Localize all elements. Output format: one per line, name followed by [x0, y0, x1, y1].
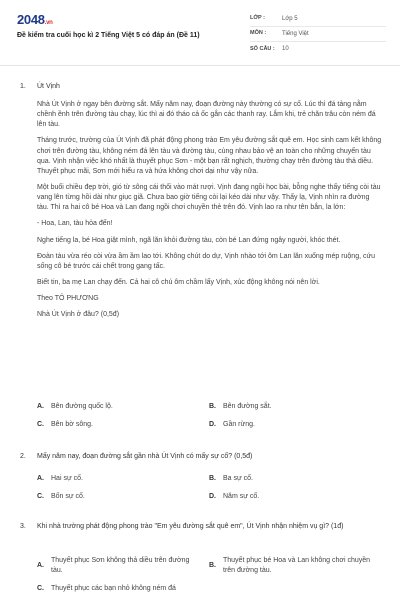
- meta-row-class: [250, 12, 386, 27]
- passage-paragraph: Đoàn tàu vừa réo còi vừa ầm ầm lao tới. Không chút do dự, Vịnh nhào tới ôm Lan lăn xuống mép ruộng, cứu sống cô bé trước cái chết trong gang tấc.: [37, 252, 376, 270]
- option-text: Thuyết phục Sơn không thả diều trên đường tàu.: [51, 557, 190, 575]
- option-c[interactable]: [37, 584, 209, 594]
- option-letter: A.: [37, 403, 44, 410]
- question-2-options: [37, 474, 382, 510]
- option-text: Bên đường sắt.: [223, 403, 272, 410]
- meta-row-subject: [250, 27, 386, 42]
- option-row: [37, 474, 382, 484]
- question-1: [20, 82, 382, 92]
- option-letter: C.: [37, 421, 44, 429]
- site-logo[interactable]: [17, 11, 53, 30]
- logo-tld: .vn: [44, 20, 53, 26]
- question-prompt: Nhà Út Vịnh ở đâu? (0,5đ): [37, 311, 120, 319]
- option-letter: D.: [209, 421, 216, 429]
- reading-passage: [37, 100, 382, 326]
- passage-source: Theo TÔ PHƯƠNG: [37, 295, 99, 303]
- question-title: Mấy năm nay, đoạn đường sắt gần nhà Út Vịnh có mấy sự cố? (0,5đ): [37, 453, 253, 460]
- option-text: Thuyết phục các bạn nhỏ không ném đá: [51, 585, 176, 593]
- option-text: Năm sự cố.: [223, 493, 260, 501]
- option-text: Bên đường quốc lộ.: [51, 403, 113, 410]
- option-a[interactable]: [37, 402, 209, 412]
- option-letter: A.: [37, 562, 44, 569]
- meta-label: SỐ CÂU :: [250, 45, 275, 52]
- question-number: 1.: [20, 83, 26, 90]
- question-header: [20, 82, 382, 92]
- option-row: [37, 584, 382, 594]
- option-row: [37, 402, 382, 412]
- option-d[interactable]: [209, 492, 381, 502]
- passage-paragraph: - Hoa, Lan, tàu hỏa đến!: [37, 220, 113, 228]
- option-text: Thuyết phục bé Hoa và Lan không chơi chuyền trên đường tàu.: [223, 557, 371, 575]
- option-letter: B.: [209, 403, 216, 410]
- option-c[interactable]: [37, 492, 209, 502]
- logo-text: 2048: [17, 12, 45, 27]
- option-a[interactable]: [37, 474, 209, 484]
- option-letter: D.: [209, 493, 216, 501]
- option-row: [37, 420, 382, 430]
- passage-paragraph: Tháng trước, trường của Út Vịnh đã phát động phong trào Em yêu đường sắt quê em. Học sinh cam kết không chơi trên đường tàu, không ném đá lên tàu và đường tàu, cùng nhau bảo vệ an toàn cho những chuyến tàu qua. Vịnh nhận việc khó nhất là thuyết phục Sơn - một bạn rất nghịch, thường chạy trên đường tàu thả diều. Thuyết phục mãi, Sơn mới hiểu ra và hứa không chơi dại như vậy nữa.: [37, 137, 382, 175]
- option-row: [37, 556, 382, 576]
- option-letter: A.: [37, 475, 44, 482]
- question-header: [20, 522, 382, 532]
- option-b[interactable]: [209, 474, 381, 484]
- meta-row-count: [250, 42, 386, 57]
- option-text: Gần rừng.: [223, 421, 255, 429]
- option-b[interactable]: [209, 556, 381, 576]
- passage-paragraph: Nhà Út Vịnh ở ngay bên đường sắt. Mấy năm nay, đoạn đường này thường có sự cố. Lúc thì đá tảng nằm chềnh ềnh trên đường tàu chạy, lúc thì ai đó tháo cả ốc gắn các thanh ray. Lắm khi, trẻ chăn trâu còn ném đá lên tàu.: [37, 101, 376, 129]
- question-3: [20, 522, 382, 532]
- passage-paragraph: Một buổi chiều đẹp trời, gió từ sông cái thổi vào mát rượi. Vịnh đang ngồi học bài, bỗng nghe thấy tiếng còi tàu vang lên từng hồi dài như giục giã. Chưa bao giờ tiếng còi lại kéo dài như vậy. Thấy lạ, Vịnh nhìn ra đường tàu. Thì ra hai cô bé Hoa và Lan đang ngồi chơi chuyền thẻ trên đó. Vịnh lao ra như tên bắn, la lớn:: [37, 183, 381, 212]
- question-1-options: [37, 402, 382, 438]
- option-text: Ba sự cố.: [223, 475, 253, 482]
- question-number: 3.: [20, 523, 26, 530]
- option-letter: B.: [209, 562, 216, 569]
- option-letter: C.: [37, 585, 44, 593]
- option-text: Bên bờ sông.: [51, 421, 93, 429]
- option-a[interactable]: [37, 556, 209, 576]
- option-text: Bốn sự cố.: [51, 493, 85, 501]
- meta-label: MÔN :: [250, 30, 267, 37]
- option-c[interactable]: [37, 420, 209, 430]
- option-row: [37, 492, 382, 502]
- question-title: Út Vịnh: [37, 83, 60, 90]
- option-letter: B.: [209, 475, 216, 482]
- document-meta: [250, 12, 386, 57]
- question-header: [20, 452, 382, 462]
- option-letter: C.: [37, 493, 44, 501]
- question-title: Khi nhà trường phát động phong trào "Em yêu đường sắt quê em", Út Vịnh nhận nhiệm vụ gì? (1đ): [37, 523, 344, 530]
- option-d[interactable]: [209, 420, 381, 430]
- page-header: [0, 0, 400, 66]
- meta-value: 10: [282, 46, 289, 53]
- option-text: Hai sự cố.: [51, 475, 83, 482]
- question-2: [20, 452, 382, 462]
- question-number: 2.: [20, 453, 26, 460]
- passage-paragraph: Biết tin, ba mẹ Lan chạy đến. Cả hai cô chú ôm chầm lấy Vịnh, xúc động không nói nên lời.: [37, 278, 320, 286]
- document-title: Đề kiểm tra cuối học kì 2 Tiếng Việt 5 có đáp án (Đề 11): [17, 32, 200, 39]
- meta-value: Lớp 5: [282, 15, 298, 22]
- option-b[interactable]: [209, 402, 381, 412]
- meta-label: LỚP :: [250, 15, 265, 22]
- meta-value: Tiếng Việt: [282, 30, 309, 37]
- question-3-options: [37, 556, 382, 602]
- passage-paragraph: Nghe tiếng la, bé Hoa giật mình, ngã lăn khỏi đường tàu, còn bé Lan đứng ngây người, khóc thét.: [37, 236, 341, 244]
